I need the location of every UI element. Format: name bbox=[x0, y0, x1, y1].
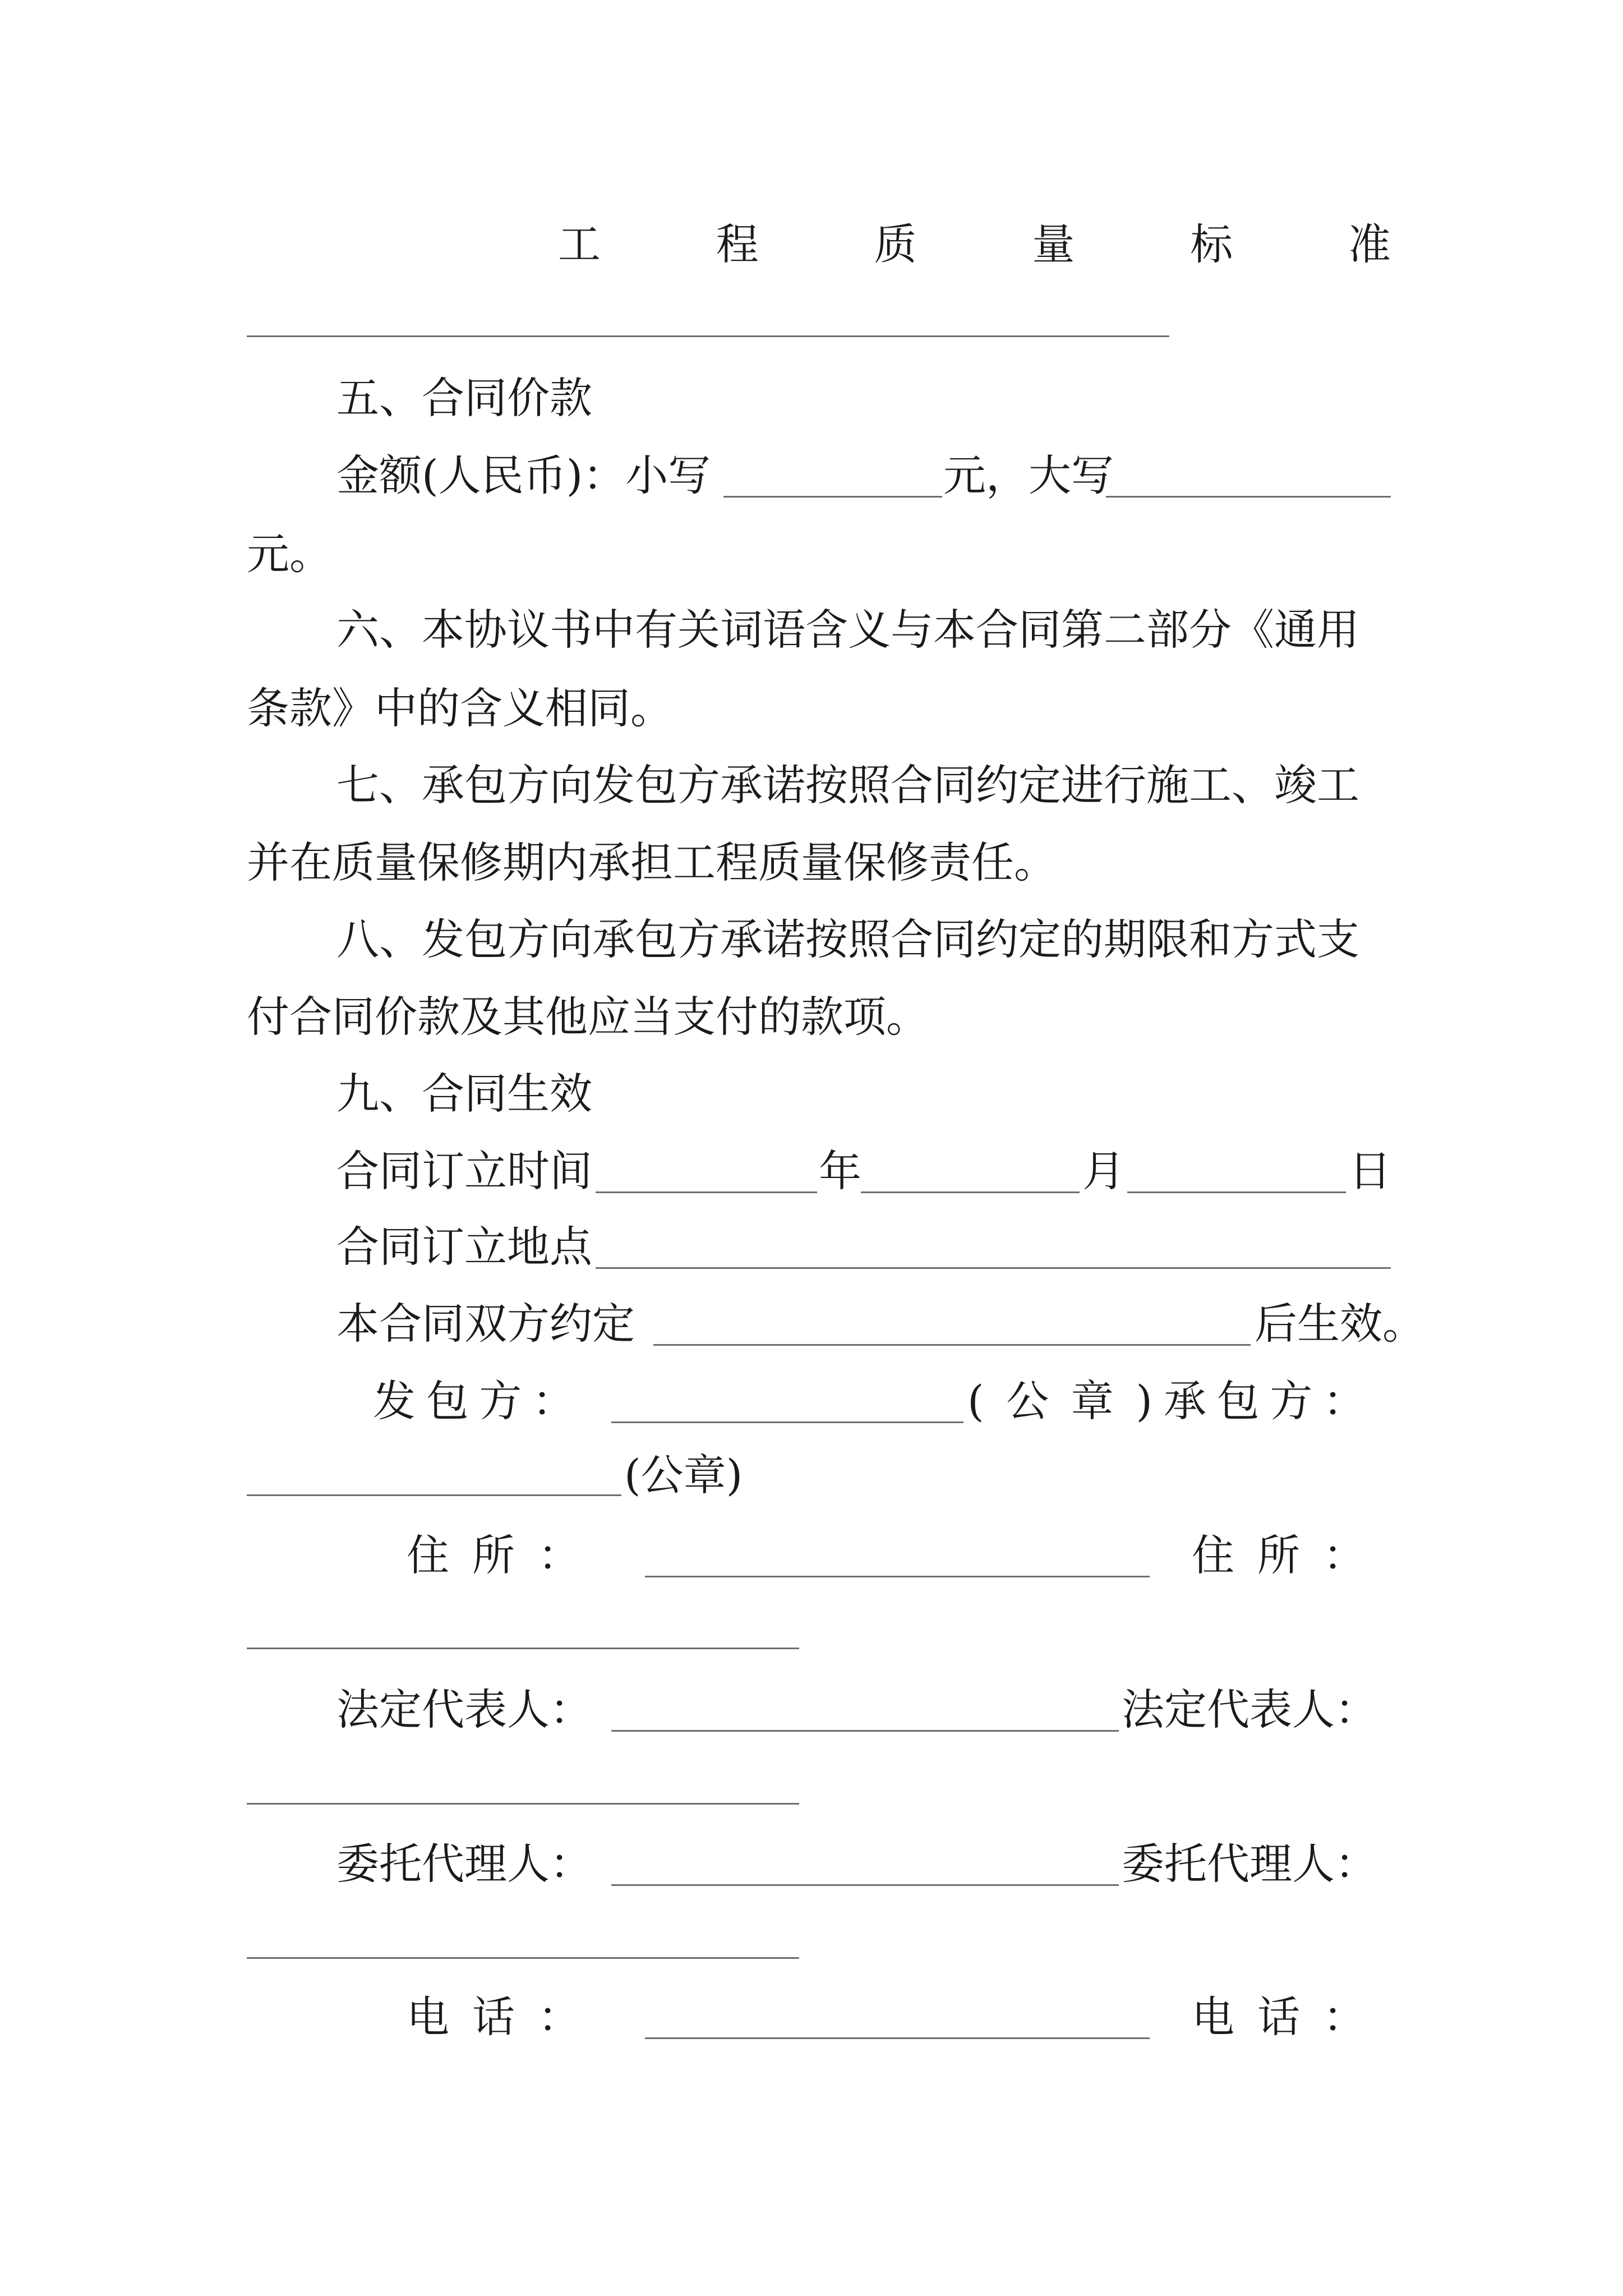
signing-place-label: 合同订立地点 bbox=[336, 1222, 592, 1272]
employer-seal-label bbox=[967, 1376, 1152, 1426]
contractor-legal-rep-label: 法定代表人： bbox=[1122, 1685, 1377, 1734]
contractor-seal-label: (公章) bbox=[624, 1450, 743, 1500]
section5-heading: 五、合同价款 bbox=[336, 373, 592, 423]
label-char: 话 bbox=[1257, 1992, 1300, 2042]
section9-heading: 九、合同生效 bbox=[336, 1069, 592, 1119]
contractor-agent-blank[interactable] bbox=[247, 1957, 799, 1959]
label-char: ： bbox=[532, 1376, 575, 1426]
signing-day-blank[interactable] bbox=[1127, 1191, 1346, 1193]
amount-end: 元。 bbox=[247, 529, 332, 579]
label-char: ( bbox=[967, 1376, 984, 1426]
amount-lowercase-blank[interactable] bbox=[723, 496, 942, 498]
contractor-address-blank[interactable] bbox=[247, 1648, 799, 1649]
effective-condition-suffix: 后生效。 bbox=[1255, 1299, 1425, 1349]
employer-address-label bbox=[407, 1530, 580, 1580]
label-char: ) bbox=[1136, 1376, 1152, 1426]
contractor-legal-rep-blank[interactable] bbox=[247, 1803, 799, 1805]
signing-time-label: 合同订立时间 bbox=[336, 1146, 592, 1196]
label-char: 程 bbox=[716, 219, 759, 269]
employer-legal-rep-label: 法定代表人： bbox=[336, 1685, 592, 1734]
label-char: 章 bbox=[1071, 1376, 1114, 1426]
label-char: 公 bbox=[1006, 1376, 1049, 1426]
label-char: 质 bbox=[874, 219, 917, 269]
employer-phone-label bbox=[407, 1992, 580, 2042]
label-char: 量 bbox=[1032, 219, 1075, 269]
employer-agent-blank[interactable] bbox=[611, 1884, 1119, 1886]
label-char: 所 bbox=[472, 1530, 515, 1580]
contractor-phone-label bbox=[1192, 1992, 1366, 2042]
label-char: ： bbox=[1322, 1376, 1366, 1426]
contractor-agent-label: 委托代理人： bbox=[1122, 1839, 1377, 1889]
section7-line2: 并在质量保修期内承担工程质量保修责任。 bbox=[247, 838, 1057, 887]
effective-condition-prefix: 本合同双方约定 bbox=[336, 1299, 635, 1349]
label-char: 方 bbox=[479, 1376, 522, 1426]
employer-address-blank[interactable] bbox=[645, 1576, 1150, 1577]
label-char: 发 bbox=[373, 1376, 416, 1426]
label-char: 电 bbox=[1192, 1992, 1234, 2042]
employer-legal-rep-blank[interactable] bbox=[611, 1730, 1119, 1732]
label-char: 包 bbox=[1216, 1376, 1260, 1426]
label-char: ： bbox=[1323, 1992, 1366, 2042]
employer-label bbox=[373, 1376, 575, 1426]
amount-prefix: 金额(人民币)：小写 bbox=[336, 450, 711, 500]
label-char: 话 bbox=[472, 1992, 515, 2042]
label-char: 电 bbox=[407, 1992, 449, 2042]
section6-line1: 六、本协议书中有关词语含义与本合同第二部分《通用 bbox=[336, 605, 1359, 655]
amount-mid: 元，大写 bbox=[943, 450, 1114, 500]
label-char: 包 bbox=[426, 1376, 469, 1426]
effective-condition-blank[interactable] bbox=[653, 1344, 1251, 1346]
section7-line1: 七、承包方向发包方承诺按照合同约定进行施工、竣工 bbox=[336, 760, 1359, 810]
label-char: 准 bbox=[1348, 219, 1391, 269]
label-char: 标 bbox=[1190, 219, 1233, 269]
contractor-label bbox=[1164, 1376, 1366, 1426]
label-char: 方 bbox=[1270, 1376, 1313, 1426]
quality-standard-label bbox=[558, 219, 1391, 269]
employer-name-blank[interactable] bbox=[611, 1421, 963, 1423]
section8-line2: 付合同价款及其他应当支付的款项。 bbox=[247, 992, 929, 1042]
contractor-address-label bbox=[1192, 1530, 1366, 1580]
label-char: 住 bbox=[1192, 1530, 1234, 1580]
quality-standard-blank[interactable] bbox=[247, 335, 1169, 337]
employer-agent-label: 委托代理人： bbox=[336, 1839, 592, 1889]
year-label: 年 bbox=[819, 1146, 861, 1196]
employer-phone-blank[interactable] bbox=[645, 2037, 1150, 2039]
label-char: ： bbox=[538, 1530, 580, 1580]
label-char: 住 bbox=[407, 1530, 449, 1580]
amount-uppercase-blank[interactable] bbox=[1106, 496, 1391, 498]
label-char: ： bbox=[1323, 1530, 1366, 1580]
signing-month-blank[interactable] bbox=[861, 1191, 1080, 1193]
label-char: 工 bbox=[558, 219, 601, 269]
contractor-name-blank[interactable] bbox=[247, 1494, 621, 1496]
signing-year-blank[interactable] bbox=[596, 1191, 817, 1193]
month-label: 月 bbox=[1082, 1146, 1125, 1196]
signing-place-blank[interactable] bbox=[596, 1267, 1391, 1269]
day-label: 日 bbox=[1349, 1146, 1391, 1196]
label-char: 所 bbox=[1257, 1530, 1300, 1580]
label-char: 承 bbox=[1164, 1376, 1206, 1426]
label-char: ： bbox=[538, 1992, 580, 2042]
section6-line2: 条款》中的含义相同。 bbox=[247, 683, 673, 733]
section8-line1: 八、发包方向承包方承诺按照合同约定的期限和方式支 bbox=[336, 914, 1359, 964]
